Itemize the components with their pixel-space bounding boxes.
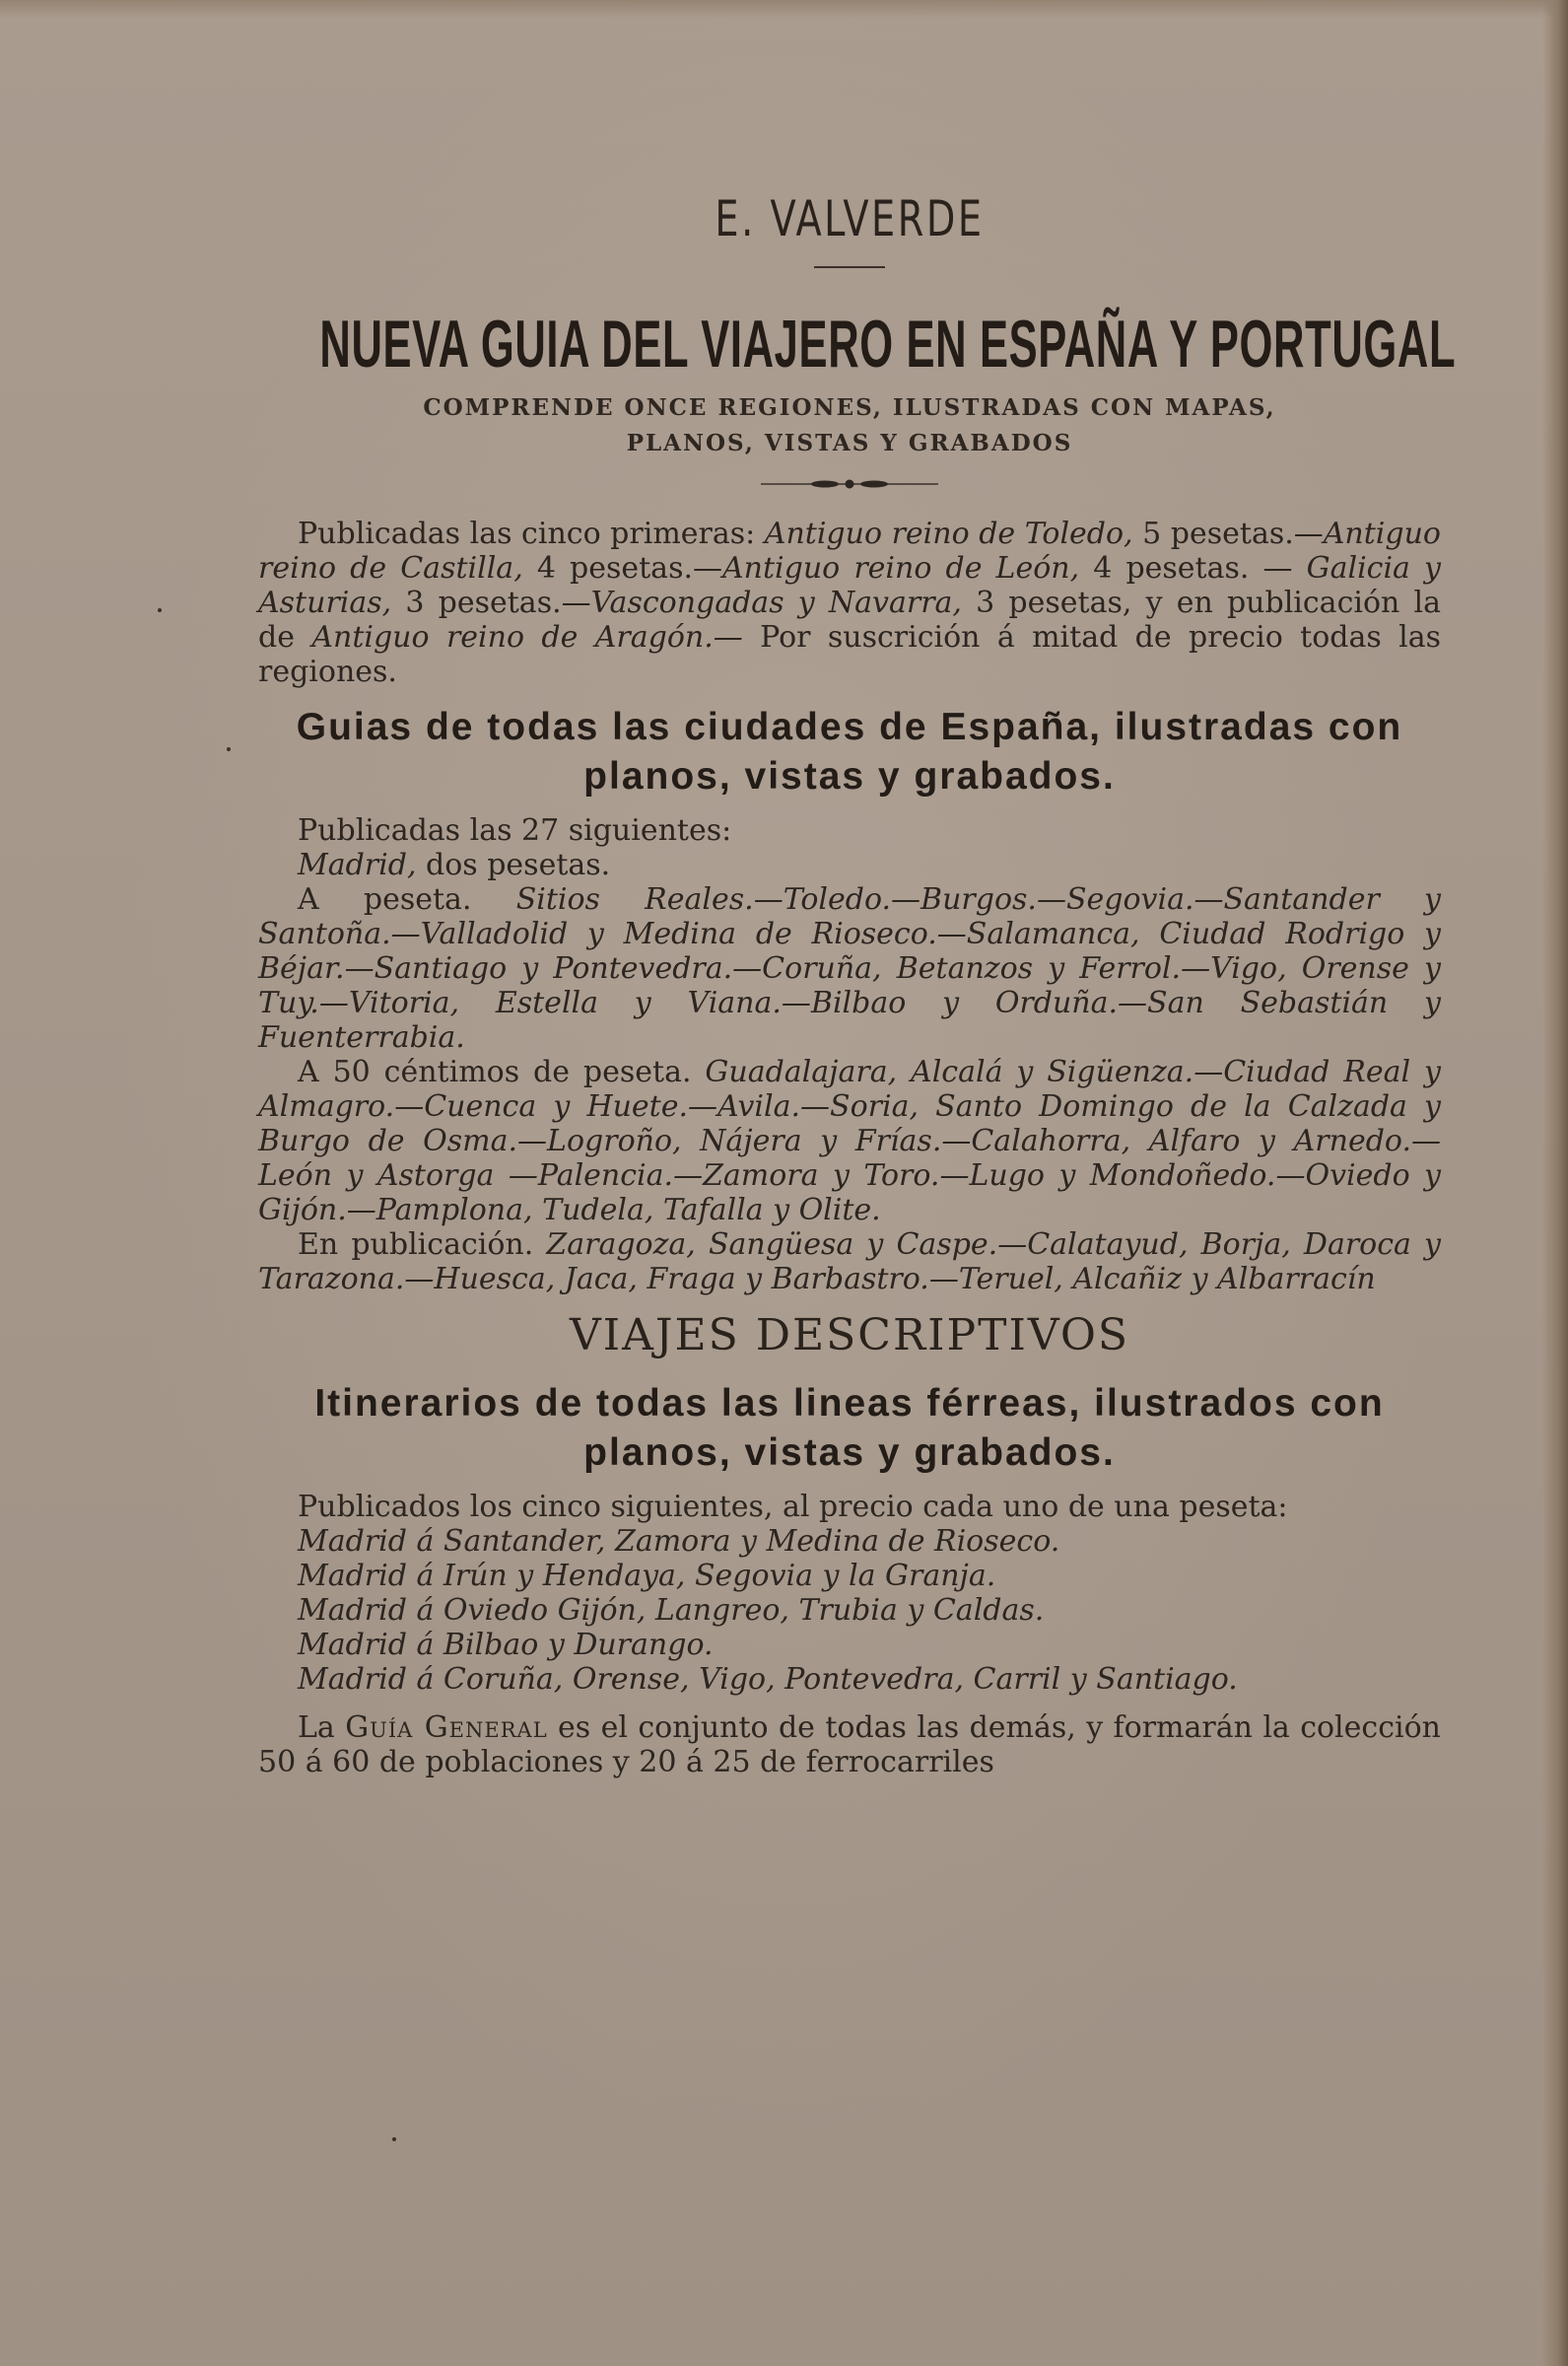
city-madrid-price: dos pesetas. <box>416 848 611 882</box>
regions-subscription-note: Por suscrición á mitad de precio todas las regiones. <box>258 620 1441 689</box>
itinerarios-intro-text: Publicados los cinco siguientes, al precio cada uno de una peseta: <box>298 1490 1288 1524</box>
divider-rule <box>814 266 885 268</box>
route-item: Madrid á Coruña, Orense, Vigo, Pontevedra, Carril y Santiago. <box>298 1662 1238 1697</box>
peseta-label: A peseta. <box>298 882 516 917</box>
routes-list <box>258 1524 1441 1697</box>
itinerarios-heading: Itinerarios de todas las lineas férreas, ilustrados con planos, vistas y grabados. <box>314 1382 1385 1474</box>
region-leon: Antiguo reino de León, <box>722 551 1080 586</box>
viajes-heading: VIAJES DESCRIPTIVOS <box>569 1310 1130 1360</box>
paper-edge-top <box>0 0 1568 18</box>
regions-intro: Publicadas las cinco primeras: <box>298 517 765 551</box>
route-item: Madrid á Santander, Zamora y Medina de Rioseco. <box>298 1524 1060 1559</box>
publicacion-city-list: Zaragoza, Sangüesa y Caspe.—Calatayud, Borja, Daroca y Tarazona.—Huesca, Jaca, Fraga y Barbastro.—Teruel, Alcañiz y Albarracín <box>258 1227 1441 1296</box>
city-madrid: Madrid, <box>298 848 417 882</box>
region-aragon: Antiguo reino de Aragón.— <box>311 620 743 655</box>
ciudades-intro-text: Publicadas las 27 siguientes: <box>298 813 732 848</box>
ornament-divider-icon <box>761 475 938 493</box>
book-title: NUEVA GUIA DEL VIAJERO EN ESPAÑA Y PORTUGAL <box>319 307 1457 382</box>
route-item: Madrid á Bilbao y Durango. <box>298 1628 714 1662</box>
region-castilla-price: 4 pesetas.— <box>522 551 722 586</box>
region-vascongadas: Vascongadas y Navarra, <box>590 586 962 620</box>
region-galicia-price: 3 pesetas.— <box>391 586 591 620</box>
cincuenta-label: A 50 céntimos de peseta. <box>298 1055 706 1089</box>
itinerarios-intro <box>258 1490 1441 1524</box>
print-speck <box>227 747 231 751</box>
author-name: E. VALVERDE <box>715 190 985 247</box>
closing-prefix: La <box>298 1710 346 1745</box>
ciudades-madrid <box>258 848 1441 882</box>
ciudades-heading: Guias de todas las ciudades de España, ilustradas con planos, vistas y grabados. <box>296 706 1403 798</box>
regions-paragraph <box>258 517 1441 689</box>
ciudades-cincuenta-list <box>258 1055 1441 1227</box>
publicacion-label: En publicación. <box>298 1227 547 1262</box>
ciudades-publicacion-list <box>258 1227 1441 1296</box>
subtitle-line-2: PLANOS, VISTAS Y GRABADOS <box>626 430 1073 456</box>
region-leon-price: 4 pesetas. — <box>1079 551 1307 586</box>
region-galicia: Galicia y Asturias, <box>258 551 1441 620</box>
guia-general-label: Guía General <box>345 1710 548 1745</box>
paper-edge-right <box>1542 0 1568 2366</box>
closing-paragraph <box>258 1710 1441 1779</box>
peseta-city-list: Sitios Reales.—Toledo.—Burgos.—Segovia.—Santander y Santoña.—Valladolid y Medina de Rioseco.—Salamanca, Ciudad Rodrigo y Béjar.—Santiago y Pontevedra.—Coruña, Betanzos y Ferrol.—Vigo, Orense y Tuy.—Vitoria, Estella y Viana.—Bilbao y Orduña.—San Sebastián y Fuenterrabia. <box>258 882 1441 1055</box>
ciudades-peseta-list <box>258 882 1441 1055</box>
region-vascongadas-price: 3 pesetas, y en publicación la de <box>258 586 1442 655</box>
print-speck <box>392 2137 396 2141</box>
advertisement-page <box>258 190 1457 1779</box>
closing-text: es el conjunto de todas las demás, y formarán la colección 50 á 60 de poblaciones y 20 á 25 de ferrocarriles <box>258 1710 1441 1779</box>
ciudades-intro <box>258 813 1441 848</box>
route-item: Madrid á Irún y Hendaya, Segovia y la Granja. <box>298 1559 996 1593</box>
region-toledo-price: 5 pesetas.— <box>1132 517 1324 551</box>
print-speck <box>158 608 162 612</box>
route-item: Madrid á Oviedo Gijón, Langreo, Trubia y Caldas. <box>298 1593 1045 1628</box>
cincuenta-city-list: Guadalajara, Alcalá y Sigüenza.—Ciudad Real y Almagro.—Cuenca y Huete.—Avila.—Soria, Santo Domingo de la Calzada y Burgo de Osma.—Logroño, Nájera y Frías.—Calahorra, Alfaro y Arnedo.—León y Astorga —Palencia.—Zamora y Toro.—Lugo y Mondoñedo.—Oviedo y Gijón.—Pamplona, Tudela, Tafalla y Olite. <box>258 1055 1441 1227</box>
region-toledo: Antiguo reino de Toledo, <box>764 517 1133 551</box>
region-castilla: Antiguo reino de Castilla, <box>258 517 1441 586</box>
subtitle-line-1: COMPRENDE ONCE REGIONES, ILUSTRADAS CON MAPAS, <box>423 394 1276 421</box>
book-subtitle <box>258 390 1441 461</box>
